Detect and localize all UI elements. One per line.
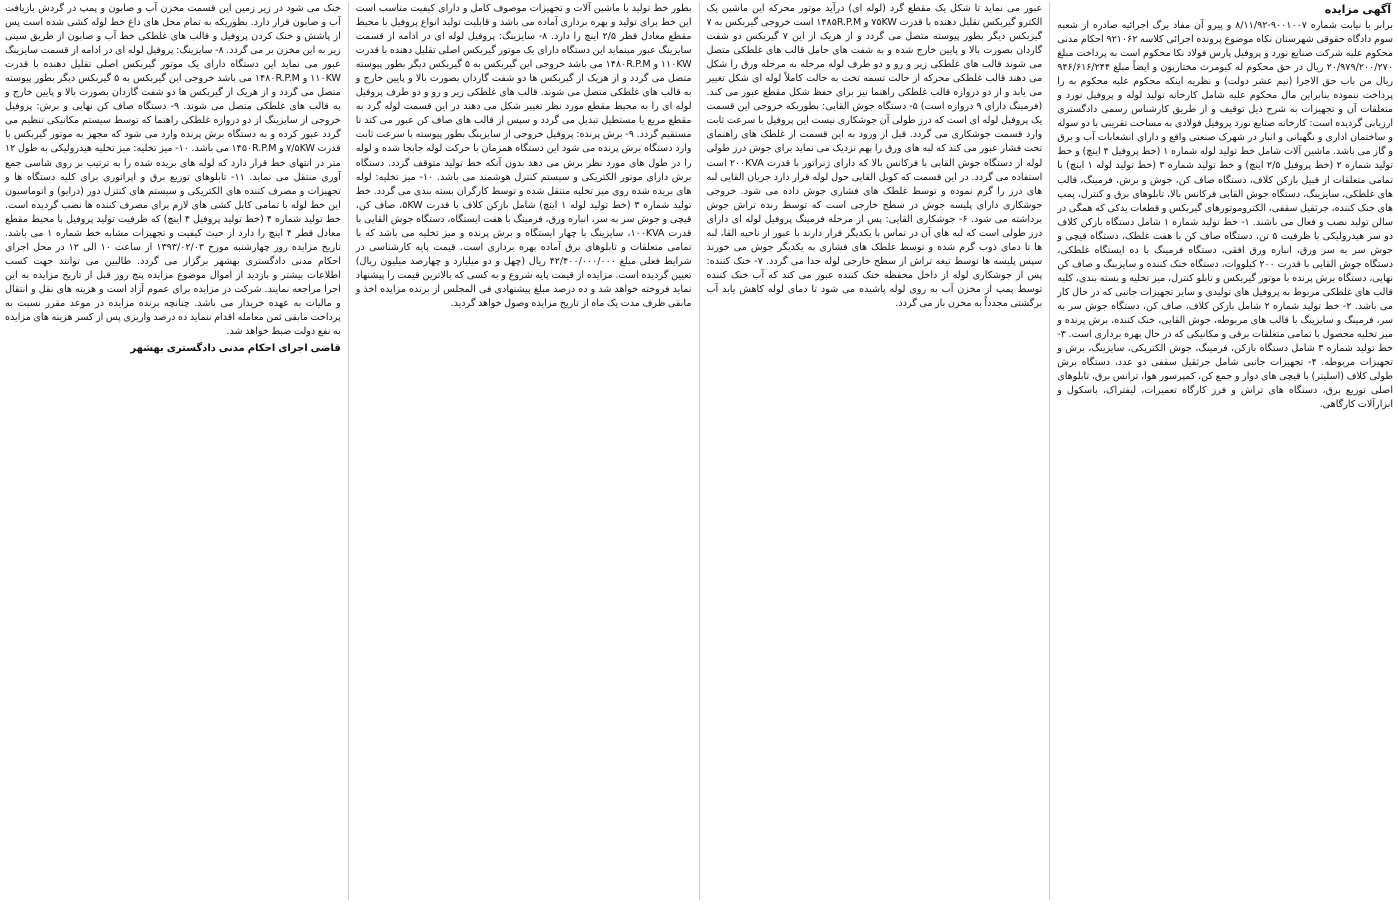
text-column-3 — [355, 2, 693, 900]
signature-line: قاضی اجرای احکام مدنی دادگستری بهشهر — [130, 343, 341, 355]
text-column-2 — [706, 2, 1044, 900]
column-divider — [699, 2, 700, 900]
text-column-4 — [4, 2, 342, 900]
column-divider — [348, 2, 349, 900]
column-4-body: خنک می شود در زیر زمین این قسمت مخزن آب و صابون و پمپ در گردش بازیافت آب و صابون قرار دارد. بطوریکه به تمام محل های داغ خط لوله کشی شده است پس از پاشش و خنک کردن پروفیل و قالب های غلطکی خط آب و صابون از طریق سینی زیر به این مخزن بر می گردد. ۸- سایزینگ: پروفیل لوله ای در ادامه از قسمت سایزینگ عبور می نماید این دستگاه دارای یک موتور گیربکس اصلی تقلیل دهنده با قدرت ۱۱۰KW و ۱۴۸۰R.P.M می باشد خروجی این گیربکس به ۵ گیربکس دیگر بطور پیوسته متصل می گردد و از هریک از گیربکس ها دو شفت گاردان بصورت بالا و پایین خارج و به قالب های غلطکی متصل می شوند. ۹- دستگاه صاف کن نهایی و برش: پروفیل خروجی از سایزینگ از دو دروازه غلطکی راهنما که توسط سیستم مکانیکی تنظیم می گردد عبور کرده و به دستگاه برش پرنده وارد می شود که مجهز به موتور گیربکس با قدرت ۷/۵KW و ۱۴۵۰R.P.M می باشد. ۱۰- میز تخلیه: میز تخلیه هیدرولیکی به طول ۱۲ متر در انتهای خط قرار دارد که لوله های بریده شده را به ترتیب بر روی شاسی جمع آوری منتقل می نماید. ۱۱- تابلوهای توزیع برق و اپراتوری برای کلیه دستگاه ها و تجهیزات و مصرف کننده های الکتریکی و سیستم های کنترل دور (درایو) و اتوماسیون این خط لوله با تمامی کابل کشی های لازم برای مصرف کننده ها نصب گردیده است. خط تولید شماره ۴ (خط تولید پروفیل ۴ اینچ) که ظرفیت تولید پروفیل با محیط مقطع معادل قطر ۴ اینچ را دارد از حیث کیفیت و تجهیزات مشابه خط شماره ۱ می باشد. تاریخ مزایده روز چهارشنبه مورخ ۱۳۹۳/۰۲/۰۳ از ساعت ۱۰ الی ۱۲ در محل اجرای احکام مدنی دادگستری بهشهر برگزار می گردد. طالبین می توانند جهت کسب اطلاعات بیشتر و بازدید از اموال موضوع مزایده پنج روز قبل از تاریخ مزایده به این اجرا مراجعه نمایند. شرکت در مزایده برای عموم آزاد است و هزینه های نقل و انتقال و مالیات به عهده خریدار می باشد. چنانچه برنده مزایده در موعد مقرر نسبت به پرداخت مابقی ثمن معامله اقدام ننماید ده درصد واریزی پس از کسر هزینه های مزایده به نفع دولت ضبط خواهد شد. — [5, 3, 341, 338]
newspaper-ad-page — [4, 2, 1394, 900]
column-divider — [1049, 2, 1050, 900]
column-3-body: بطور خط تولید با ماشین آلات و تجهیزات موصوف کامل و دارای کیفیت مناسب است این خط برای تولید و بهره برداری آماده می باشد و قابلیت تولید انواع پروفیل با محیط مقطع معادل قطر ۲/۵ اینچ را دارد. ۸- سایزینگ: پروفیل لوله ای در ادامه از قسمت سایزینگ عبور مینماید این دستگاه دارای یک موتور گیربکس اصلی تقلیل دهنده با قدرت ۱۱۰KW و ۱۴۸۰R.P.M می باشد خروجی این گیربکس به ۵ گیربکس دیگر بطور پیوسته متصل می گردد و از هریک از گیربکس ها دو شفت گاردان بصورت بالا و پایین خارج و به قالب های غلطکی متصل می شوند. قالب های غلطکی زیر و رو و دو طرف پروفیل لوله ای را به محیط مقطع مورد نظر تغییر شکل می دهند در این قسمت لوله گرد به مقطع مربع یا مستطیل تبدیل می گردد و سپس از قالب های صاف کن عبور می کند تا مستقیم گردد. ۹- برش پرنده: پروفیل خروجی از سایزینگ بطور پیوسته با سرعت ثابت وارد دستگاه برش پرنده می شود این دستگاه همزمان با حرکت لوله جابجا شده و لوله را در طول های مورد نظر برش می دهد بدون آنکه خط تولید متوقف گردد. دستگاه برش دارای موتور الکتریکی و سیستم کنترل هوشمند می باشد. ۱۰- میز تخلیه: لوله های بریده شده روی میز تخلیه منتقل شده و توسط کارگران بسته بندی می گردد. خط تولید شماره ۳ (خط تولید لوله ۱ اینچ) شامل بازکن کلاف با قدرت ۵KW، صاف کن، قیچی و جوش سر به سر، انباره ورق، فرمینگ با هفت ایستگاه، دستگاه جوش القایی با قدرت ۱۰۰KVA، سایزینگ با چهار ایستگاه و برش پرنده و میز تخلیه می باشد که با تمامی متعلقات و تابلوهای برق آماده بهره برداری است. قیمت پایه کارشناسی در شرایط فعلی مبلغ ۴۲/۴۰۰/۰۰۰/۰۰۰ ریال (چهل و دو میلیارد و چهارصد میلیون ریال) تعیین گردیده است. مزایده از قیمت پایه شروع و به کسی که بالاترین قیمت را پیشنهاد نماید فروخته خواهد شد و ده درصد مبلغ پیشنهادی فی المجلس از برنده مزایده اخذ و مابقی ظرف مدت یک ماه از تاریخ مزایده وصول خواهد گردید. — [355, 3, 692, 309]
ad-title: آگهی مزایده — [1324, 3, 1391, 16]
column-1-body: برابر با نیابت شماره ۹۰۰۱۰۰۷-۸/۱۱/۹۲ و پیرو آن مفاد برگ اجرائیه صادره از شعبه سوم دادگاه حقوقی شهرستان نکاه موضوع پرونده اجرائی کلاسه ۹۲۱۰۶۲ احکام مدنی محکوم علیه شرکت صنایع نورد و پروفیل پارس فولاد نکا محکوم است به پرداخت مبلغ ۲۰/۹۷۹/۲۰۰/۲۷۰ ریال در حق محکوم له کیومرث مختاریون و ایضاً مبلغ ۹۴۶/۶۱۶/۲۴۴ ریال من باب حق الاجرا (نیم عشر دولت) و نظریه اینکه محکوم علیه محکوم به را پرداخت ننموده بنابراین مال محکوم علیه شامل کارخانه تولید لوله و پروفیل نورد و متعلقات آن و تجهیزات به شرح ذیل توقیف و از طریق کارشناس رسمی دادگستری ارزیابی گردیده است: کارخانه صنایع نورد پروفیل فولادی به مساحت تقریبی با دو سوله و ساختمان اداری و نگهبانی و انبار در شهرک صنعتی واقع و دارای انشعابات آب و برق و گاز می باشد. ماشین آلات شامل خط تولید لوله شماره ۱ (خط پروفیل ۴ اینچ) و خط تولید شماره ۲ (خط پروفیل ۲/۵ اینچ) و خط تولید شماره ۳ (خط تولید لوله ۱ اینچ) با تمامی متعلقات از قبیل بازکن کلاف، دستگاه صاف کن، جوش و برش، فرمینگ، قالب های غلطکی، سایزینگ، دستگاه جوش القایی فرکانس بالا، تابلوهای برق و کنترل، پمپ های خنک کننده، جرثقیل سقفی، الکتروموتورهای گیربکس و قطعات یدکی که همگی در سالن تولید نصب و فعال می باشند. ۱- خط تولید شماره ۱ شامل دستگاه بازکن کلاف دو سر هیدرولیکی با ظرفیت ۵ تن، دستگاه صاف کن با هفت غلطک، دستگاه قیچی و جوش سر به سر ورق، انباره ورق افقی، دستگاه فرمینگ با ده ایستگاه غلطکی، دستگاه جوش القایی با قدرت ۲۰۰ کیلووات، دستگاه خنک کننده و سایزینگ و صاف کن نهایی، دستگاه برش پرنده با موتور گیربکس و تابلو کنترل، میز تخلیه و بسته بندی، کلیه قالب های غلطکی مربوط به پروفیل های تولیدی و سایر تجهیزات جانبی که در حال کار می باشد. ۲- خط تولید شماره ۲ شامل بازکن کلاف، صاف کن، دستگاه جوش سر به سر، فرمینگ و سایزینگ با قالب های مربوطه، جوش القایی، خنک کننده، برش پرنده و میز تخلیه محصول با تمامی متعلقات برقی و مکانیکی که در حال بهره برداری است. ۳- خط تولید شماره ۳ شامل دستگاه بازکن، فرمینگ، جوش الکتریکی، سایزینگ، برش و تجهیزات مربوطه. ۴- تجهیزات جانبی شامل جرثقیل سقفی دو عدد، دستگاه برش طولی کلاف (اسلیتر) با قیچی های دوار و جمع کن، کمپرسور هوا، ترانس برق، تابلوهای اصلی توزیع برق، دستگاه های تراش و فرز کارگاه تعمیرات، لیفتراک، باسکول و ابزارآلات کارگاهی. — [1057, 20, 1394, 411]
column-2-body: عبور می نماید تا شکل یک مقطع گرد (لوله ای) درآید موتور محرکه این ماشین یک الکترو گیربکس تقلیل دهنده با قدرت ۷۵KW و ۱۴۸۵R.P.M است خروجی گیربکس به ۷ گیربکس دیگر بطور پیوسته متصل می گردد و از هریک از این ۷ گیربکس دو شفت گاردان بصورت بالا و پایین خارج شده و به شفت های حامل قالب های غلطکی متصل می شوند قالب های غلطکی زیر و رو و دو طرف لوله مرحله به مرحله ورق را شکل می دهند قالب غلطکی محرکه از حالت تسمه تخت به حالت کاملاً لوله ای شکل تغییر می یابد و از دو دروازه قالب غلطکی راهنما نیز برای حفظ شکل مقطع عبور می کند. (فرمینگ دارای ۹ دروازه است) ۵- دستگاه جوش القایی: بطوریکه خروجی این قسمت یک پروفیل لوله ای است که درز طولی آن جوشکاری نیست این پروفیل با سرعت ثابت وارد قسمت جوشکاری می گردد. قبل از ورود به این قسمت از غلطک های راهنمای تحت فشار عبور می کند که لبه های ورق را بهم نزدیک می نماید برای جوش درز طولی لوله از دستگاه جوش القایی با فرکانس بالا که دارای ژنراتور با قدرت ۲۰۰KVA است استفاده می گردد. در این قسمت که کویل القایی حول لوله قرار دارد جریان القایی لبه های درز را گرم نموده و توسط غلطک های فشاری جوش داده می شود. خروجی جوشکاری دارای پلیسه جوش در سطح خارجی است که توسط رنده تراش جوش برداشته می شود. ۶- جوشکاری القایی: پس از مرحله فرمینگ پروفیل لوله ای دارای درز طولی است که لبه های آن در تماس با یکدیگر قرار دارند با عبور از ناحیه القا، لبه ها تا دمای ذوب گرم شده و توسط غلطک های فشاری به یکدیگر جوش می خورند سپس پلیسه ها توسط تیغه تراش از سطح خارجی لوله جدا می گردد. ۷- خنک کننده: پس از جوشکاری لوله از داخل محفظه خنک کننده عبور می کند که آب خنک کننده توسط پمپ از مخزن آب به روی لوله پاشیده می شود تا دمای لوله کاهش یابد آب برگشتی مجدداً به مخزن باز می گردد. — [706, 3, 1043, 309]
text-column-1 — [1056, 2, 1394, 900]
